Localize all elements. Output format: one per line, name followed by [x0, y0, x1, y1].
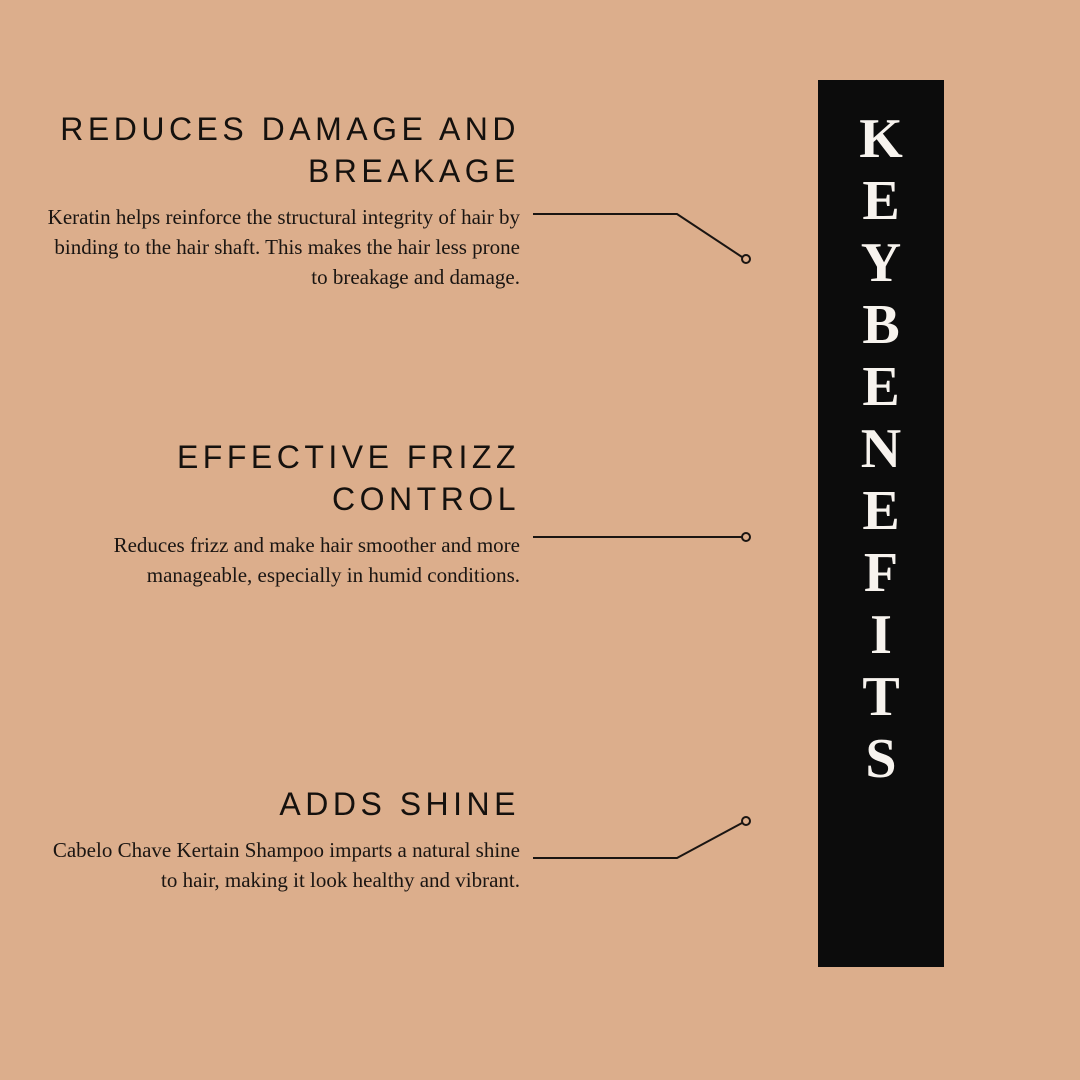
benefit-block-1	[0, 108, 520, 292]
banner-letter: E	[862, 480, 900, 542]
connector-line-3	[533, 823, 742, 858]
connector-dot-2	[742, 533, 750, 541]
banner-letter: B	[862, 294, 900, 356]
banner-letter: N	[860, 418, 902, 480]
key-benefits-banner	[818, 80, 944, 967]
benefit-body-2: Reduces frizz and make hair smoother and more manageable, especially in humid conditions.	[113, 533, 520, 587]
benefit-block-2	[0, 436, 520, 590]
benefit-title-1: REDUCES DAMAGE AND BREAKAGE	[60, 111, 520, 189]
benefit-title-3: ADDS SHINE	[279, 786, 520, 822]
banner-letter: S	[865, 728, 897, 790]
banner-letter: I	[870, 604, 892, 666]
banner-letter: F	[863, 542, 899, 604]
banner-letter: T	[862, 666, 900, 728]
connector-dot-3	[742, 817, 750, 825]
benefit-block-3	[0, 783, 520, 895]
connector-dot-1	[742, 255, 750, 263]
benefit-title-2: EFFECTIVE FRIZZ CONTROL	[176, 439, 520, 517]
banner-letter: E	[862, 170, 900, 232]
benefit-body-1: Keratin helps reinforce the structural integrity of hair by binding to the hair shaft. This makes the hair less prone to breakage and damage.	[47, 205, 520, 289]
banner-letter: E	[862, 356, 900, 418]
banner-letter: K	[859, 108, 903, 170]
connector-line-1	[533, 214, 742, 257]
banner-letter: Y	[860, 232, 902, 294]
benefit-body-3: Cabelo Chave Kertain Shampoo imparts a natural shine to hair, making it look healthy and vibrant.	[52, 838, 520, 892]
